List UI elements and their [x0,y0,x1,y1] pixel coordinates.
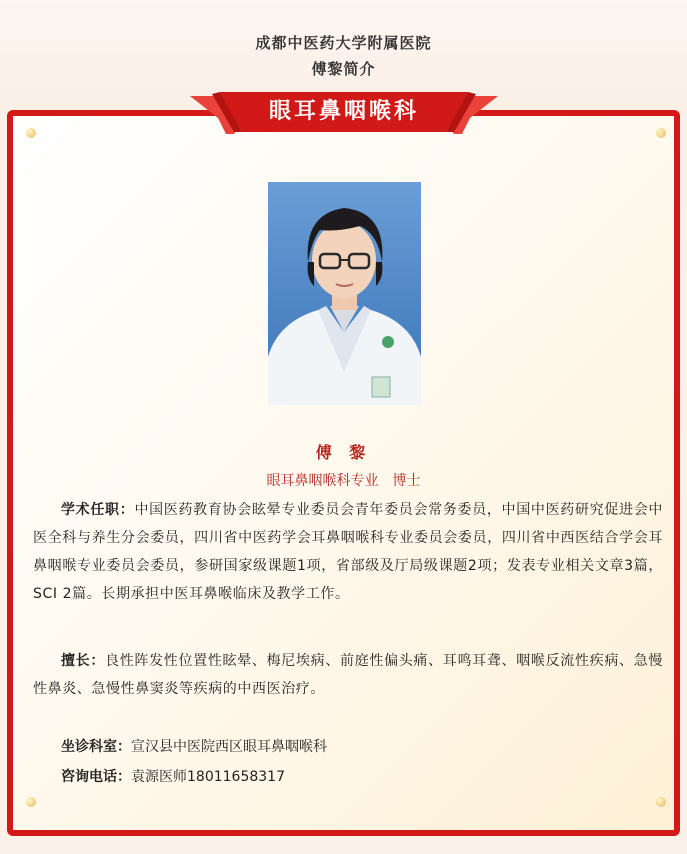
academic-label: 学术任职： [61,502,135,518]
hospital-name: 成都中医药大学附属医院 [255,34,432,52]
clinic-line [61,733,327,761]
corner-dot-top-left [26,128,36,138]
phone-label: 咨询电话： [61,769,131,785]
expertise-label: 擅长： [61,653,106,669]
doctor-portrait-icon [268,182,421,405]
doctor-specialty: 眼耳鼻咽喉科专业 博士 [266,473,421,489]
profile-title: 傅黎简介 [311,60,376,78]
clinic-value: 宣汉县中医院西区眼耳鼻咽喉科 [131,739,327,755]
expertise-paragraph [33,647,663,703]
corner-dot-top-right [656,128,666,138]
doctor-photo [268,182,421,405]
doctor-name: 傅 黎 [315,443,372,462]
corner-dot-bottom-right [656,797,666,807]
expertise-text: 良性阵发性位置性眩晕、梅尼埃病、前庭性偏头痛、耳鸣耳聋、咽喉反流性疾病、急慢性鼻炎、急慢性鼻窦炎等疾病的中西医治疗。 [33,653,663,697]
phone-line [61,763,285,791]
phone-value: 袁源医师18011658317 [131,769,285,785]
corner-dot-bottom-left [26,797,36,807]
department-title: 眼耳鼻咽喉科 [268,99,419,124]
academic-text: 中国医药教育协会眩晕专业委员会青年委员会常务委员，中国中医药研究促进会中医全科与养生分会委员，四川省中医药学会耳鼻咽喉科专业委员会委员，四川省中西医结合学会耳鼻咽喉专业委员会委员，参研国家级课题1项，省部级及厅局级课题2项；发表专业相关文章3篇，SCI 2篇。长期承担中医耳鼻喉临床及教学工作。 [33,502,664,602]
department-banner [190,92,498,134]
academic-paragraph [33,496,663,608]
clinic-label: 坐诊科室： [61,739,131,755]
